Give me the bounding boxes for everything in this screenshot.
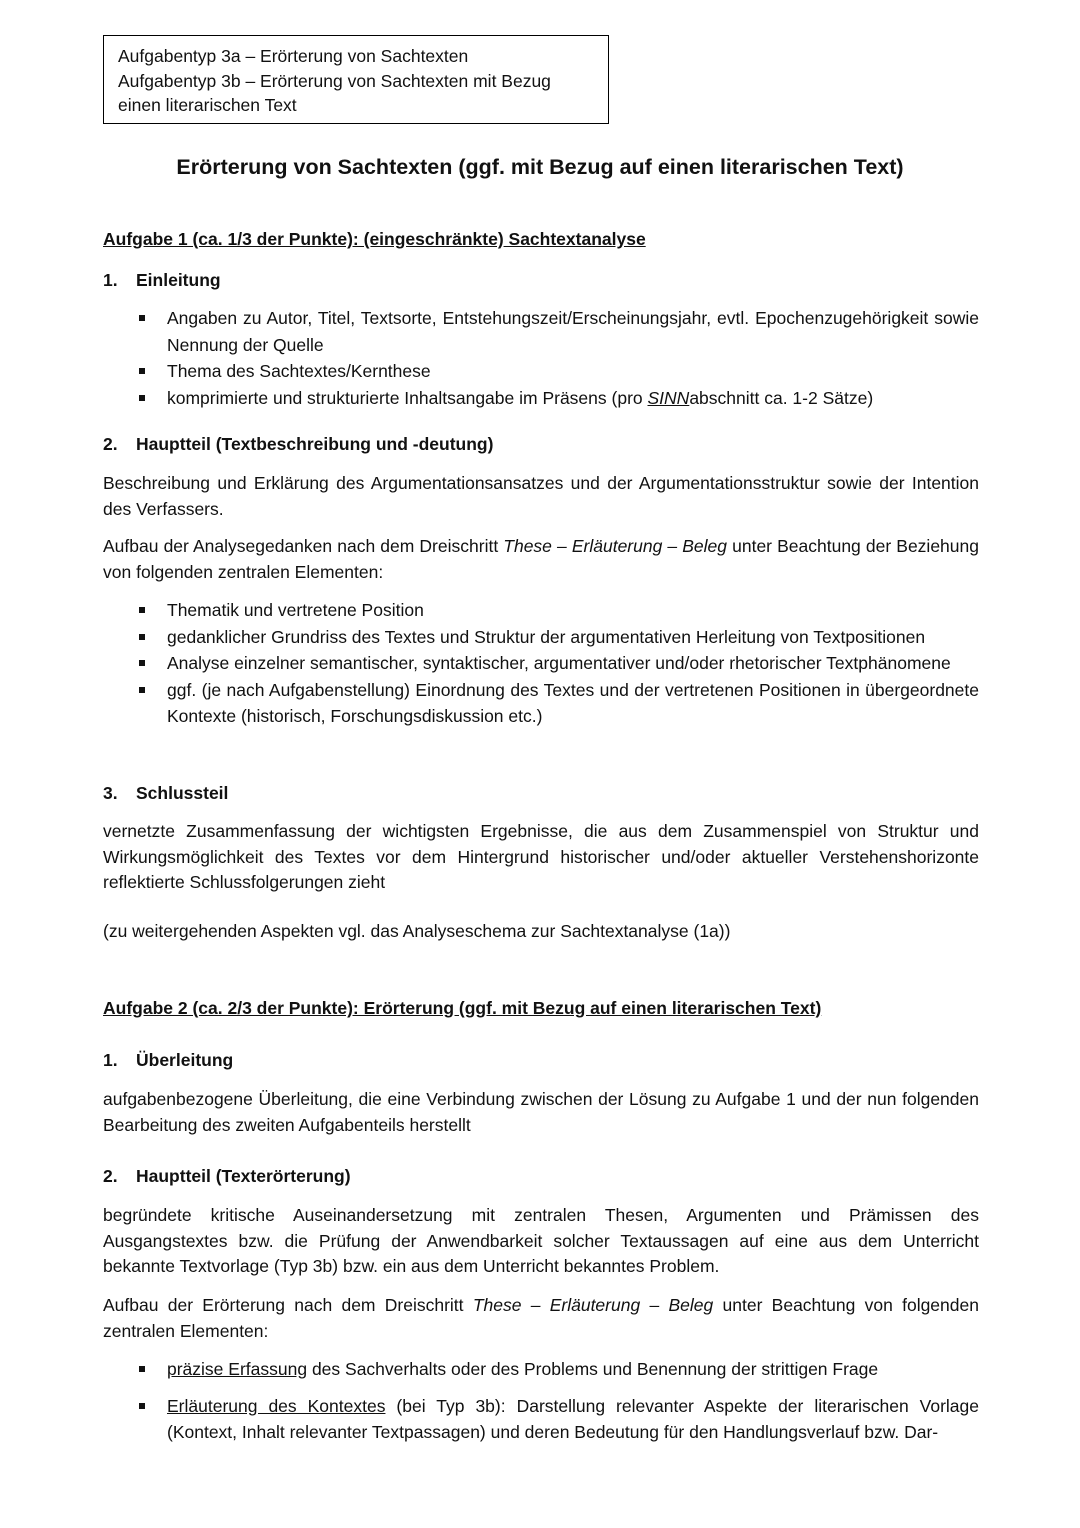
section-title: Hauptteil (Textbeschreibung und -deutung)	[136, 434, 494, 454]
task2-heading: Aufgabe 2 (ca. 2/3 der Punkte): Erörterung (ggf. mit Bezug auf einen literarischen Text)	[103, 998, 822, 1018]
task2-main-paragraph-1: begründete kritische Auseinandersetzung mit zentralen Thesen, Argumenten und Prämissen des Ausgangstextes bzw. die Prüfung der Anwendbarkeit solcher Textaussagen auf eine aus dem Unterricht bekannte Textvorlage (Typ 3b) bzw. ein aus dem Unterricht bekanntes Problem.	[103, 1205, 979, 1276]
section-title: Einleitung	[136, 270, 221, 290]
bullet-text: Thema des Sachtextes/Kernthese	[167, 361, 431, 381]
list-item	[103, 1356, 979, 1383]
list-item	[103, 624, 979, 651]
paragraph-text: Aufbau der Erörterung nach dem Dreischritt	[103, 1295, 473, 1315]
task1-note: (zu weitergehenden Aspekten vgl. das Analyseschema zur Sachtextanalyse (1a))	[103, 921, 731, 941]
bullet-emphasis: SINN	[647, 387, 690, 408]
list-item	[103, 385, 979, 412]
section-number: 2.	[103, 434, 118, 454]
list-item	[103, 677, 979, 730]
bullet-text: des Sachverhalts oder des Problems und Benennung der strittigen Frage	[307, 1359, 879, 1379]
task-type-line-continued: einen literarischen Text	[118, 95, 297, 115]
paragraph-emphasis: These – Erläuterung – Beleg	[503, 536, 728, 556]
list-item	[103, 1393, 979, 1446]
task2-elements-list	[103, 1356, 979, 1446]
task1-conclusion-paragraph: vernetzte Zusammenfassung der wichtigsten Ergebnisse, die aus dem Zusammenspiel von Struktur und Wirkungsmöglichkeit des Textes vor dem Hintergrund historischer und/oder aktueller Verstehenshorizonte reflektierte Schlussfolgerungen zieht	[103, 821, 979, 892]
task1-heading: Aufgabe 1 (ca. 1/3 der Punkte): (eingeschränkte) Sachtextanalyse	[103, 229, 646, 249]
task1-section2-heading	[103, 434, 979, 455]
bullet-emphasis: Erläuterung des Kontextes	[167, 1395, 386, 1416]
task-type-line-3b: Aufgabentyp 3b – Erörterung von Sachtexten mit Bezug	[118, 70, 551, 91]
task1-main-paragraph-2	[103, 534, 979, 585]
bullet-text: Angaben zu Autor, Titel, Textsorte, Entstehungszeit/Erscheinungsjahr, evtl. Epochenzugehörigkeit sowie Nennung der Quelle	[167, 308, 979, 355]
paragraph-text: unter Beachtung von folgenden zentralen Elementen:	[103, 1295, 979, 1341]
task-type-box	[103, 35, 609, 124]
bullet-text: ggf. (je nach Aufgabenstellung) Einordnung des Textes und der vertretenen Positionen in übergeordnete Kontexte (historisch, Forschungsdiskussion etc.)	[167, 679, 979, 726]
bullet-text: abschnitt ca. 1-2 Sätze)	[689, 387, 874, 408]
task2-section2-heading	[103, 1166, 979, 1187]
bullet-text: Analyse einzelner semantischer, syntaktischer, argumentativer und/oder rhetorischer Textphänomene	[167, 653, 951, 673]
task1-main-paragraph-1: Beschreibung und Erklärung des Argumentationsansatzes und der Argumentationsstruktur sowie der Intention des Verfassers.	[103, 473, 979, 519]
task2-main-paragraph-2	[103, 1293, 979, 1344]
paragraph-text: Aufbau der Analysegedanken nach dem Dreischritt	[103, 536, 504, 556]
list-item	[103, 650, 979, 677]
task1-section3-heading	[103, 783, 979, 804]
section-title: Hauptteil (Texterörterung)	[136, 1166, 351, 1186]
paragraph-emphasis: These – Erläuterung – Beleg	[472, 1295, 714, 1315]
bullet-text: (bei Typ 3b): Darstellung relevanter Aspekte der literarischen Vorlage (Kontext, Inhalt relevanter Textpassagen) und deren Bedeutung für den Handlungsverlauf bzw. Dar-	[167, 1395, 980, 1442]
section-number: 3.	[103, 783, 118, 803]
task-type-line-3a: Aufgabentyp 3a – Erörterung von Sachtexten	[118, 46, 469, 66]
task1-section1-heading	[103, 270, 979, 291]
task2-transition-paragraph: aufgabenbezogene Überleitung, die eine Verbindung zwischen der Lösung zu Aufgabe 1 und der nun folgenden Bearbeitung des zweiten Aufgabenteils herstellt	[103, 1089, 979, 1135]
section-title: Schlussteil	[136, 783, 229, 803]
section-number: 1.	[103, 1050, 118, 1070]
paragraph-text: unter Beachtung der Beziehung von folgenden zentralen Elementen:	[103, 536, 979, 582]
bullet-text: gedanklicher Grundriss des Textes und Struktur der argumentativen Herleitung von Textpositionen	[167, 626, 926, 647]
list-item	[103, 358, 979, 385]
section-title: Überleitung	[136, 1050, 234, 1070]
list-item	[103, 597, 979, 624]
bullet-emphasis: präzise Erfassung	[167, 1359, 308, 1379]
section-number: 2.	[103, 1166, 118, 1186]
list-item	[103, 305, 979, 358]
task1-elements-list	[103, 597, 979, 730]
document-title: Erörterung von Sachtexten (ggf. mit Bezug auf einen literarischen Text)	[176, 155, 904, 179]
task2-section1-heading	[103, 1050, 979, 1071]
section-number: 1.	[103, 270, 118, 290]
bullet-text: komprimierte und strukturierte Inhaltsangabe im Präsens (pro	[167, 387, 648, 408]
bullet-text: Thematik und vertretene Position	[167, 600, 424, 620]
task1-intro-list	[103, 305, 979, 411]
